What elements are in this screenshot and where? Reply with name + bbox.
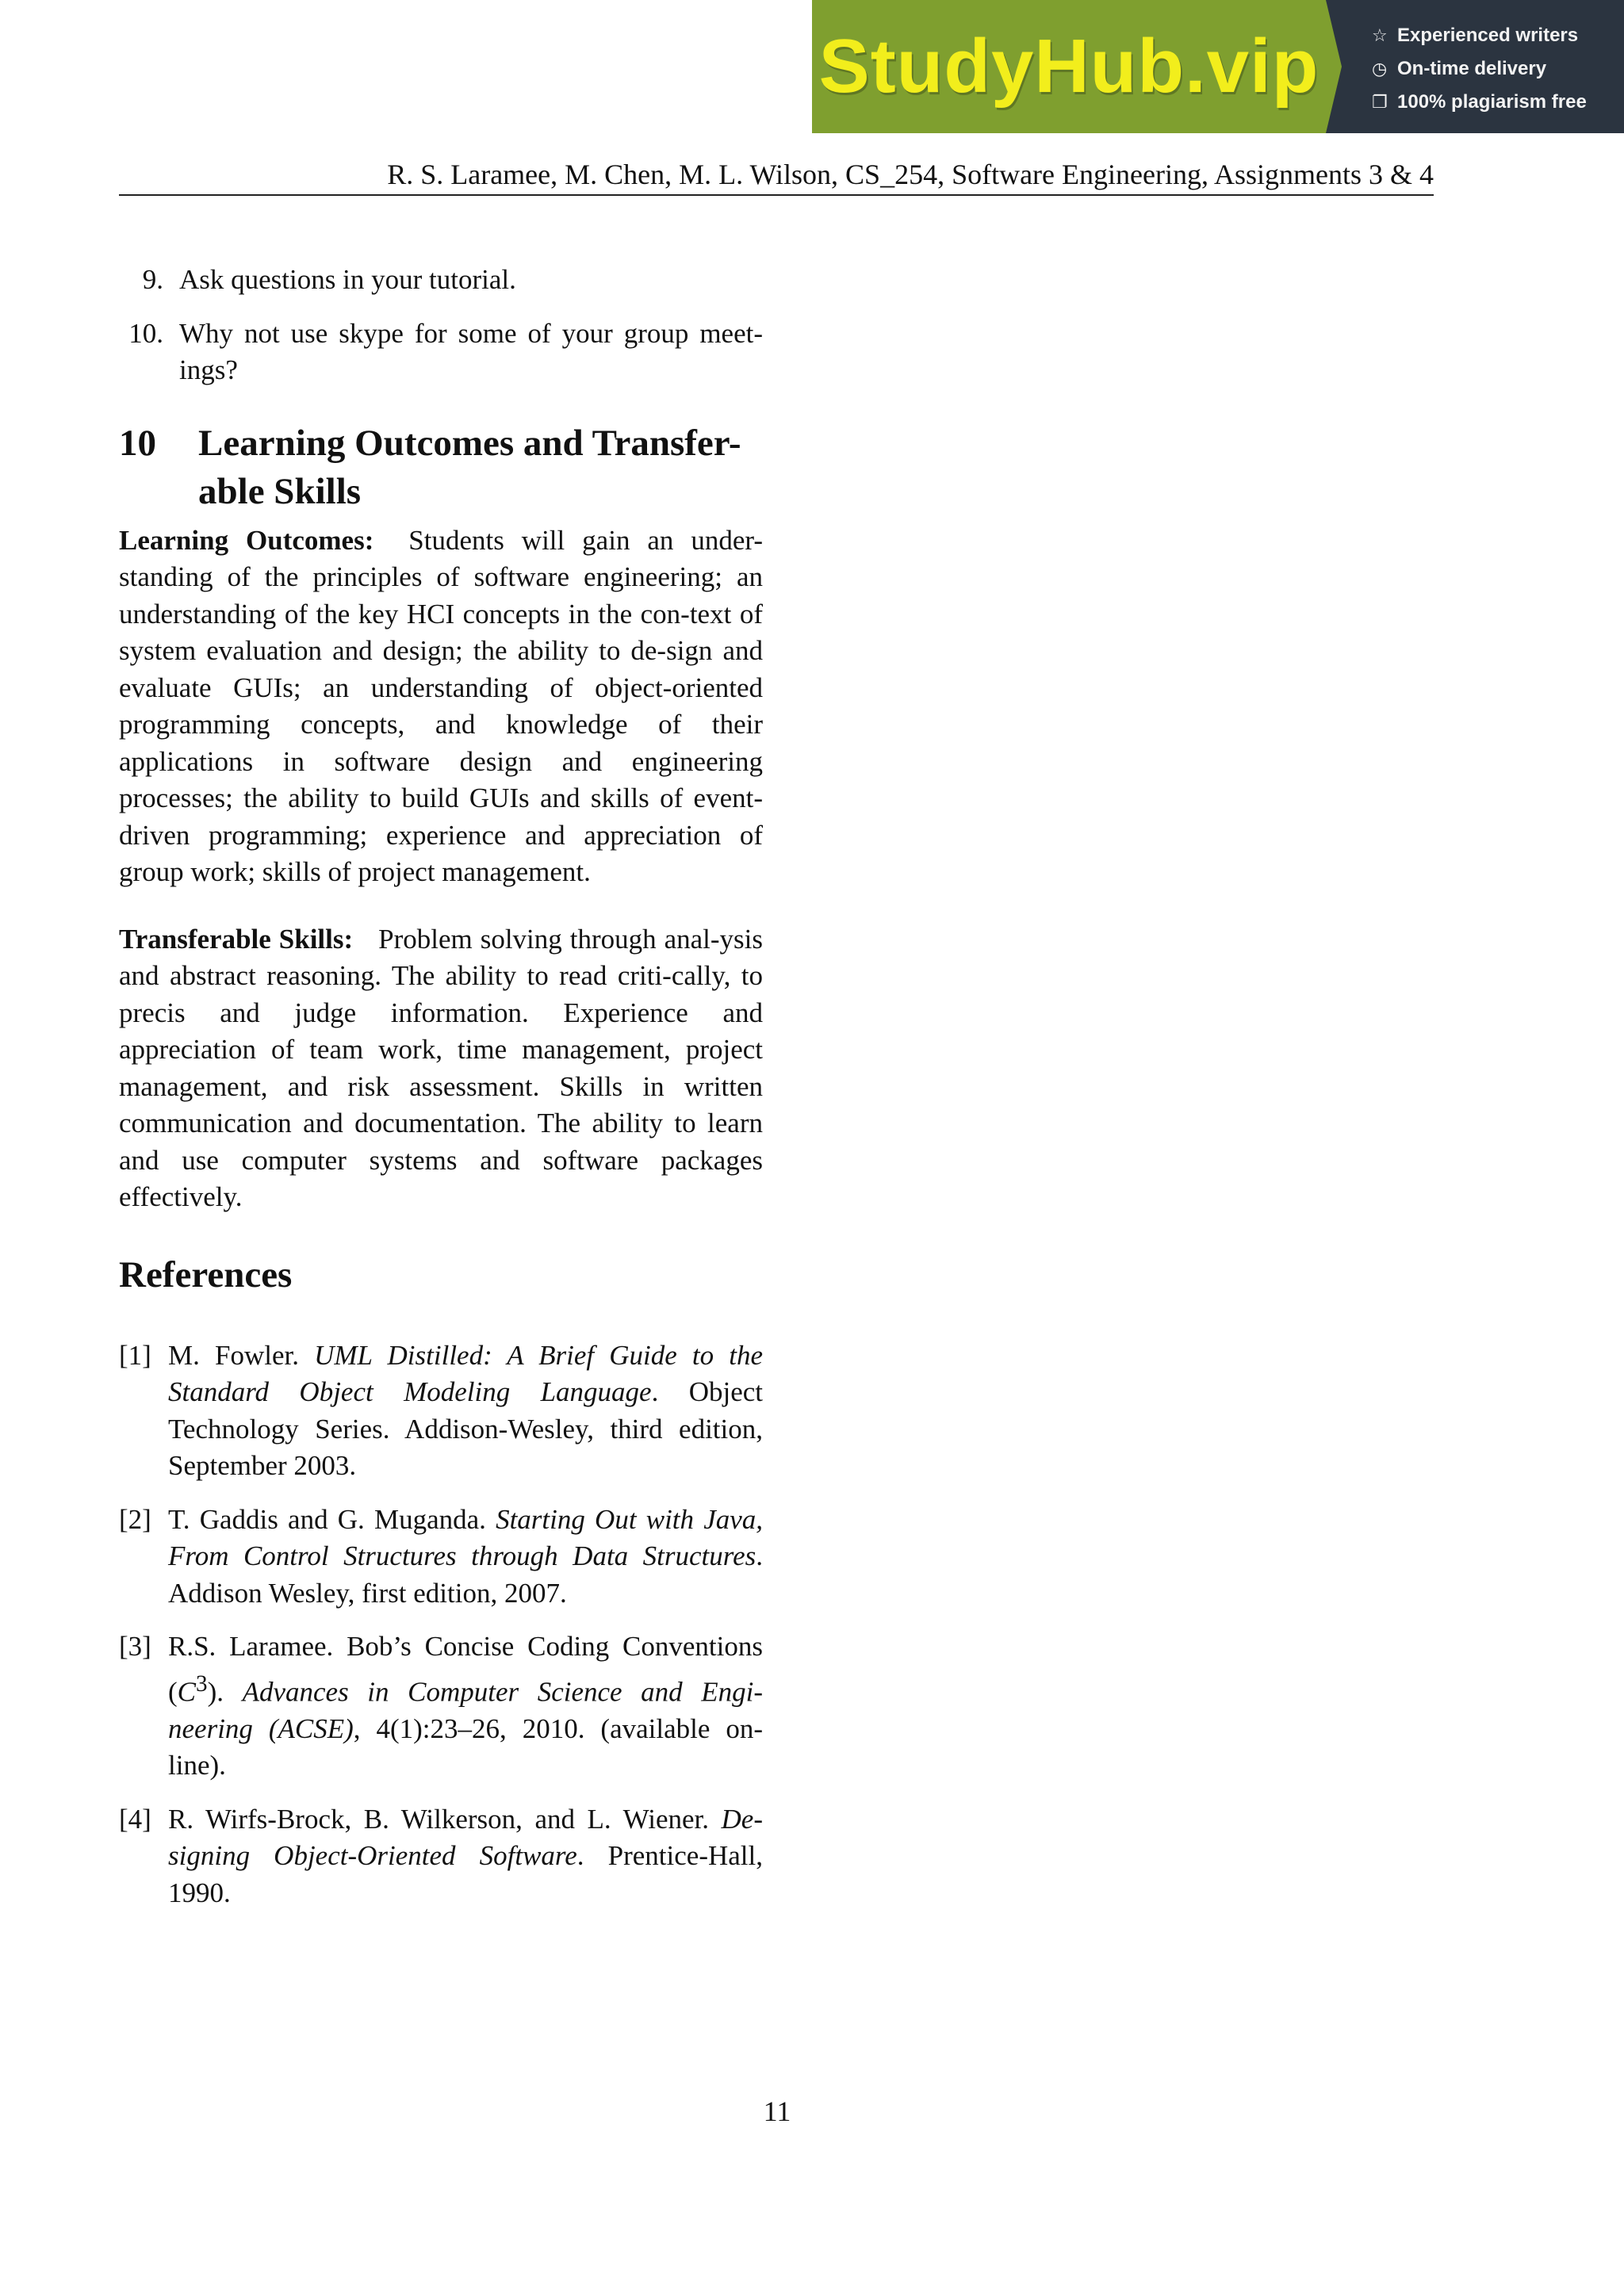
running-header: R. S. Laramee, M. Chen, M. L. Wilson, CS_254, Software Engineering, Assignments 3 & 4: [119, 155, 1434, 196]
feature-on-time-delivery: [1372, 52, 1624, 86]
learning-outcomes-label: Learning Outcomes:: [119, 524, 374, 556]
reference-tag: [1]: [119, 1339, 151, 1371]
list-number: 10.: [128, 317, 163, 349]
reference-item: [119, 1502, 763, 1613]
reference-title: De-signing Object-Oriented Software: [168, 1803, 763, 1872]
learning-outcomes-paragraph: [119, 522, 763, 891]
list-number: 9.: [142, 264, 163, 295]
list-text: Why not use skype for some of your group meet-ings?: [179, 317, 763, 385]
feature-label: 100% plagiarism free: [1397, 91, 1587, 113]
reference-tag: [2]: [119, 1503, 151, 1535]
reference-title: Starting Out with Java, From Control Structures through Data Structures: [168, 1503, 764, 1571]
reference-title: UML Distilled: A Brief Guide to the Standard Object Modeling Language: [168, 1339, 763, 1407]
reference-mid: ).: [207, 1676, 224, 1708]
feature-label: Experienced writers: [1397, 25, 1579, 46]
reference-math-base: C: [177, 1676, 197, 1708]
studyhub-banner[interactable]: [812, 0, 1624, 133]
list-item: [119, 262, 763, 299]
reference-details: , 4(1):23–26, 2010. (available on-line).: [168, 1712, 763, 1781]
reference-authors: R.S. Laramee. Bob’s Concise Coding Conventions (: [168, 1631, 763, 1708]
document-copy-icon: ❐: [1372, 92, 1388, 112]
section-title: Learning Outcomes and Transfer-able Skills: [198, 422, 741, 512]
section-heading: [119, 419, 763, 516]
reference-item: [119, 1801, 763, 1912]
feature-experienced-writers: [1372, 19, 1624, 52]
reference-item: [119, 1628, 763, 1785]
reference-details: . Addison Wesley, first edition, 2007.: [168, 1540, 763, 1609]
reference-math-superscript: 3: [196, 1670, 208, 1697]
list-text: Ask questions in your tutorial.: [179, 264, 516, 295]
reference-authors: T. Gaddis and G. Muganda.: [168, 1503, 486, 1535]
star-outline-icon: ☆: [1372, 25, 1388, 45]
main-column: [119, 262, 763, 1928]
reference-tag: [3]: [119, 1631, 151, 1662]
feature-label: On-time delivery: [1397, 58, 1547, 79]
references-heading: References: [119, 1253, 293, 1295]
reference-details: . Prentice-Hall, 1990.: [168, 1840, 763, 1908]
reference-title: Advances in Computer Science and Engi-neering (ACSE): [168, 1676, 763, 1744]
banner-divider: [1326, 0, 1342, 133]
reference-details: . Object Technology Series. Addison-Wesley, third edition, September 2003.: [168, 1376, 764, 1481]
reference-tag: [4]: [119, 1803, 151, 1835]
section-number: 10: [119, 422, 156, 464]
brand-name: StudyHub.vip: [818, 24, 1320, 109]
transferable-skills-label: Transferable Skills:: [119, 923, 354, 955]
feature-plagiarism-free: [1372, 86, 1624, 119]
reference-authors: M. Fowler.: [168, 1339, 299, 1371]
reference-authors: R. Wirfs-Brock, B. Wilkerson, and L. Wiener.: [168, 1803, 709, 1835]
clock-icon: ◷: [1372, 59, 1388, 78]
transferable-skills-text: Problem solving through anal-ysis and abstract reasoning. The ability to read criti-cally, to precis and judge information. Experience and appreciation of team work, time management, project management, and risk assessment. Skills in written communication and documentation. The ability to learn and use computer systems and software packages effectively.: [119, 923, 764, 1212]
transferable-skills-paragraph: [119, 921, 763, 1216]
banner-features: [1326, 0, 1624, 133]
reference-item: [119, 1337, 763, 1485]
page-number: 11: [763, 2095, 791, 2127]
studyhub-logo[interactable]: [812, 0, 1326, 133]
list-item: [119, 316, 763, 389]
tips-list: [119, 262, 763, 389]
learning-outcomes-text: Students will gain an under-standing of the principles of software engineering; an understanding of the key HCI concepts in the con-text of system evaluation and design; the ability to de-sign and evaluate GUIs; an understanding of object-oriented programming concepts, and knowledge of their applications in software design and engineering processes; the ability to build GUIs and skills of event-driven programming; experience and appreciation of group work; skills of project management.: [119, 524, 763, 887]
